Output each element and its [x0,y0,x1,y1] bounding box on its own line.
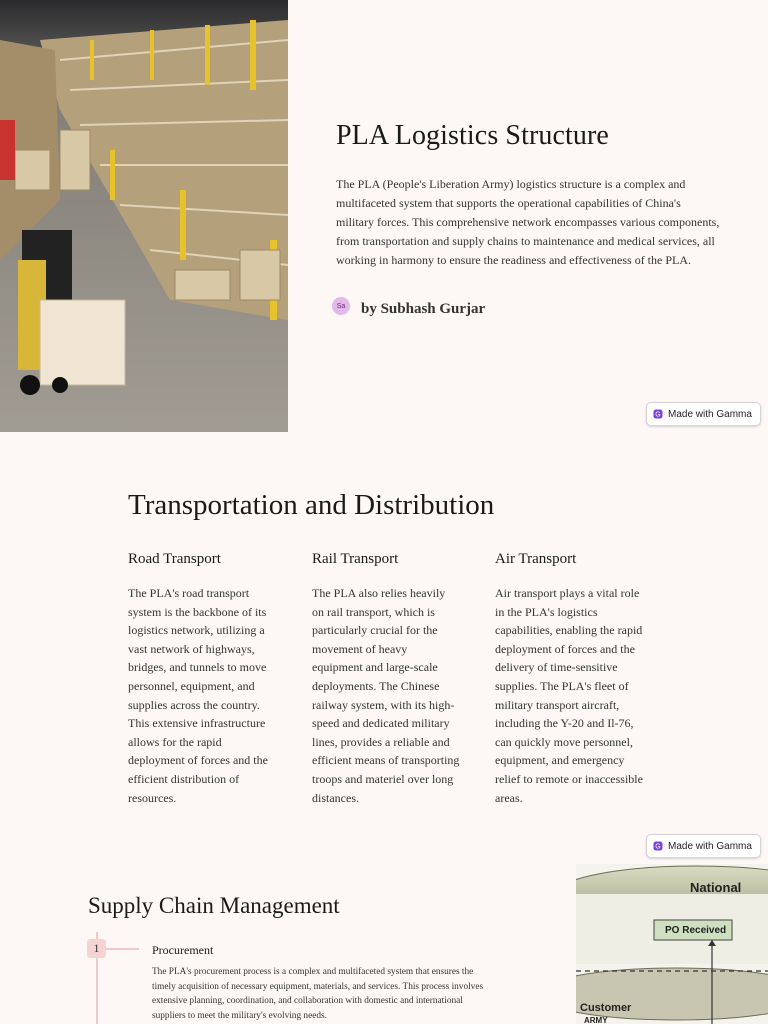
air-transport-column [495,551,643,807]
step-text: The PLA's procurement process is a complex and multifaceted system that ensures the timely acquisition of necessary equipment, materials, and services. This process involves extensive planning, coordination, and collaboration with domestic and international suppliers to meet the military's evolving needs. [152,967,484,1021]
column-text: Air transport plays a vital role in the PLA's logistics capabilities, enabling the rapid deployment of forces and the delivery of time-sensitive supplies. The PLA's fleet of military transport aircraft, including the Y-20 and Il-76, can quickly move personnel, equipment, and emergency relief to remote or inaccessible areas. [495,586,643,805]
gamma-logo-icon [653,841,663,851]
page-title: PLA Logistics Structure [336,120,609,151]
title-slide [0,0,768,432]
author-avatar: Sa [332,297,350,315]
section-title-supply-chain: Supply Chain Management [88,893,340,918]
section-title-transportation: Transportation and Distribution [128,489,495,521]
intro-paragraph: The PLA (People's Liberation Army) logistics structure is a complex and multifaceted system that supports the operational capabilities of China's military forces. This comprehensive network encompasses various components, from transportation and supply chains to maintenance and medical services, all working in harmony to ensure the readiness and effectiveness of the PLA. [336,177,720,267]
warehouse-image [0,0,288,432]
column-heading: Air Transport [495,551,577,567]
road-transport-column [128,551,268,807]
diagram-label-po-received: PO Received [665,925,727,936]
made-with-gamma-button[interactable] [646,402,761,426]
column-heading: Rail Transport [312,551,399,567]
author-name: by Subhash Gurjar [361,301,486,317]
diagram-label-national: National [690,880,742,895]
rail-transport-column [312,551,460,807]
diagram-label-customer: Customer [580,1002,632,1014]
timeline-connector [106,948,139,950]
svg-text:G: G [655,411,661,419]
column-text: The PLA also relies heavily on rail transport, which is particularly crucial for the movement of heavy equipment and large-scale deployments. The Chinese railway system, with its high-speed and dedicated military lines, provides a reliable and efficient means of transporting troops and materiel over long distances. [312,586,460,805]
diagram-label-army: ARMY [584,1016,608,1024]
gamma-badge-label: Made with Gamma [668,840,752,852]
made-with-gamma-button[interactable] [646,834,761,858]
step-number: 1 [87,939,106,958]
column-heading: Road Transport [128,551,221,567]
supply-chain-diagram-image [576,864,768,1024]
svg-text:G: G [655,843,661,851]
step-title: Procurement [152,943,214,957]
gamma-badge-label: Made with Gamma [668,408,752,420]
column-text: The PLA's road transport system is the backbone of its logistics network, utilizing a vast network of highways, bridges, and tunnels to move personnel, equipment, and supplies across the country. This extensive infrastructure allows for the rapid deployment of forces and the efficient distribution of resources. [128,586,268,805]
gamma-logo-icon [653,409,663,419]
